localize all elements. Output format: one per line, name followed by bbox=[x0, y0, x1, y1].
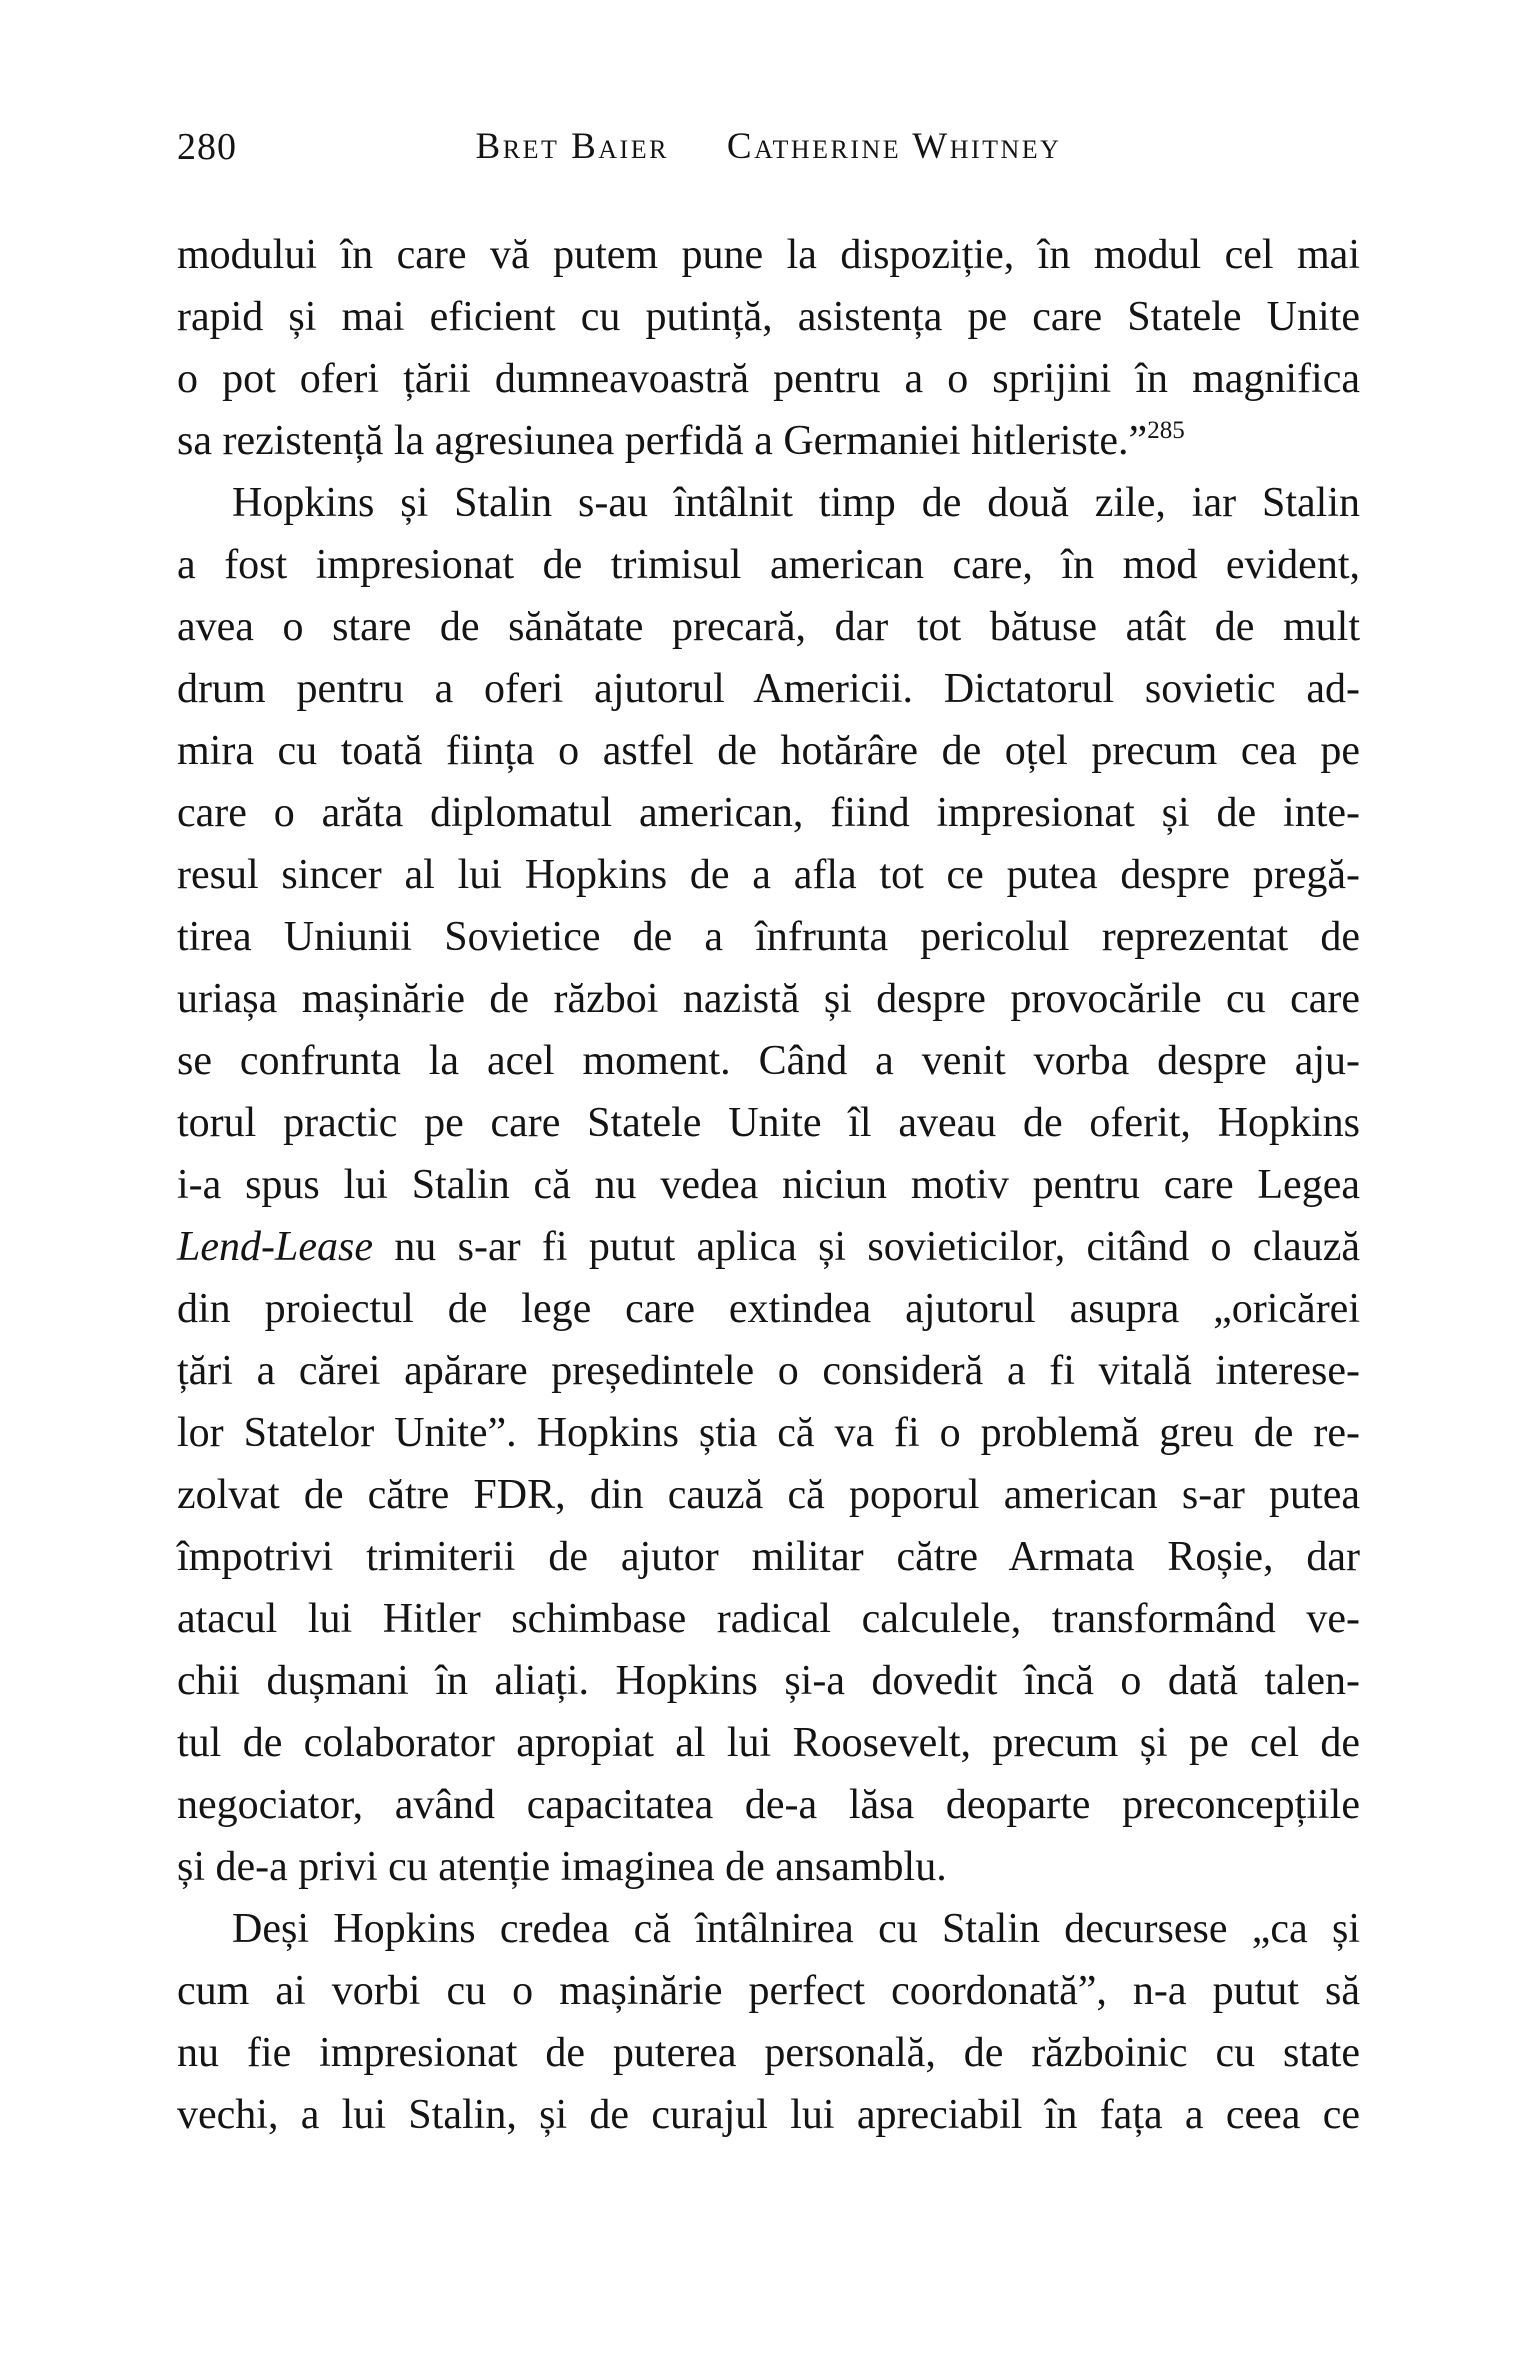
text-line bbox=[177, 1092, 1360, 1154]
text-segment: împotrivi trimiterii de ajutor militar către Armata Roșie, dar bbox=[177, 1534, 1360, 1580]
author-name-2: Catherine Whitney bbox=[726, 126, 1062, 167]
text-segment: chii dușmani în aliați. Hopkins și-a dovedit încă o dată talen- bbox=[177, 1658, 1360, 1704]
text-line bbox=[177, 1898, 1360, 1960]
text-segment: din proiectul de lege care extindea ajutorul asupra „oricărei bbox=[177, 1286, 1360, 1332]
page-number: 280 bbox=[177, 126, 237, 168]
text-line bbox=[177, 1588, 1360, 1650]
text-line bbox=[177, 1464, 1360, 1526]
text-segment: avea o stare de sănătate precară, dar tot bătuse atât de mult bbox=[177, 604, 1360, 650]
text-line bbox=[177, 1836, 1360, 1898]
text-line bbox=[177, 1774, 1360, 1836]
text-line bbox=[177, 1154, 1360, 1216]
text-line bbox=[177, 1960, 1360, 2022]
text-segment: vechi, a lui Stalin, și de curajul lui apreciabil în fața a ceea ce bbox=[177, 2092, 1360, 2138]
running-head-authors bbox=[177, 124, 1360, 170]
text-segment: tirea Uniunii Sovietice de a înfrunta pericolul reprezentat de bbox=[177, 914, 1360, 960]
text-line bbox=[177, 410, 1360, 472]
text-line bbox=[177, 658, 1360, 720]
text-segment: nu s-ar fi putut aplica și sovieticilor, citând o clauză bbox=[372, 1224, 1360, 1270]
text-line bbox=[177, 1650, 1360, 1712]
text-segment: uriașa mașinărie de război nazistă și despre provocările cu care bbox=[177, 976, 1360, 1022]
text-segment: sa rezistență la agresiunea perfidă a Germaniei hitleriste.” bbox=[177, 418, 1148, 464]
text-segment: se confrunta la acel moment. Când a venit vorba despre aju- bbox=[177, 1038, 1360, 1084]
page-header bbox=[177, 124, 1360, 170]
text-segment: torul practic pe care Statele Unite îl aveau de oferit, Hopkins bbox=[177, 1100, 1360, 1146]
text-segment: o pot oferi țării dumneavoastră pentru a o sprijini în magnifica bbox=[177, 356, 1360, 402]
text-segment: drum pentru a oferi ajutorul Americii. Dictatorul sovietic ad- bbox=[177, 666, 1360, 712]
text-segment: lor Statelor Unite”. Hopkins știa că va fi o problemă greu de re- bbox=[177, 1410, 1360, 1456]
text-segment: modului în care vă putem pune la dispoziție, în modul cel mai bbox=[177, 232, 1360, 278]
text-segment: Hopkins și Stalin s-au întâlnit timp de două zile, iar Stalin bbox=[232, 480, 1360, 526]
text-line bbox=[177, 286, 1360, 348]
page-body-text bbox=[177, 224, 1360, 2146]
text-line bbox=[177, 782, 1360, 844]
text-segment: a fost impresionat de trimisul american care, în mod evident, bbox=[177, 542, 1360, 588]
text-segment: atacul lui Hitler schimbase radical calculele, transformând ve- bbox=[177, 1596, 1360, 1642]
text-line bbox=[177, 906, 1360, 968]
text-segment: țări a cărei apărare președintele o consideră a fi vitală interese- bbox=[177, 1348, 1360, 1394]
text-segment: cum ai vorbi cu o mașinărie perfect coordonată”, n-a putut să bbox=[177, 1968, 1360, 2014]
text-line bbox=[177, 844, 1360, 906]
text-line bbox=[177, 1402, 1360, 1464]
text-segment: resul sincer al lui Hopkins de a afla tot ce putea despre pregă- bbox=[177, 852, 1360, 898]
text-line bbox=[177, 534, 1360, 596]
text-line bbox=[177, 1340, 1360, 1402]
italic-text: Lend-Lease bbox=[177, 1224, 373, 1270]
text-segment: care o arăta diplomatul american, fiind impresionat și de inte- bbox=[177, 790, 1360, 836]
text-line bbox=[177, 1526, 1360, 1588]
text-line bbox=[177, 1216, 1360, 1278]
text-segment: rapid și mai eficient cu putință, asistența pe care Statele Unite bbox=[177, 294, 1360, 340]
text-line bbox=[177, 2022, 1360, 2084]
text-line bbox=[177, 1030, 1360, 1092]
text-line bbox=[177, 348, 1360, 410]
footnote-ref: 285 bbox=[1147, 417, 1185, 444]
text-line bbox=[177, 472, 1360, 534]
text-line bbox=[177, 968, 1360, 1030]
author-name-1: Bret Baier bbox=[475, 126, 669, 167]
text-segment: i-a spus lui Stalin că nu vedea niciun motiv pentru care Legea bbox=[177, 1162, 1360, 1208]
text-segment: tul de colaborator apropiat al lui Roosevelt, precum și pe cel de bbox=[177, 1720, 1360, 1766]
text-segment: zolvat de către FDR, din cauză că poporul american s-ar putea bbox=[177, 1472, 1360, 1518]
text-line bbox=[177, 1278, 1360, 1340]
text-segment: nu fie impresionat de puterea personală, de războinic cu state bbox=[177, 2030, 1360, 2076]
text-line bbox=[177, 596, 1360, 658]
text-segment: și de-a privi cu atenție imaginea de ansamblu. bbox=[177, 1844, 947, 1890]
text-line bbox=[177, 720, 1360, 782]
text-segment: negociator, având capacitatea de-a lăsa deoparte preconcepțiile bbox=[177, 1782, 1360, 1828]
text-line bbox=[177, 2084, 1360, 2146]
text-line bbox=[177, 224, 1360, 286]
text-line bbox=[177, 1712, 1360, 1774]
text-segment: mira cu toată ființa o astfel de hotărâre de oțel precum cea pe bbox=[177, 728, 1360, 774]
text-segment: Deși Hopkins credea că întâlnirea cu Stalin decursese „ca și bbox=[232, 1906, 1360, 1952]
